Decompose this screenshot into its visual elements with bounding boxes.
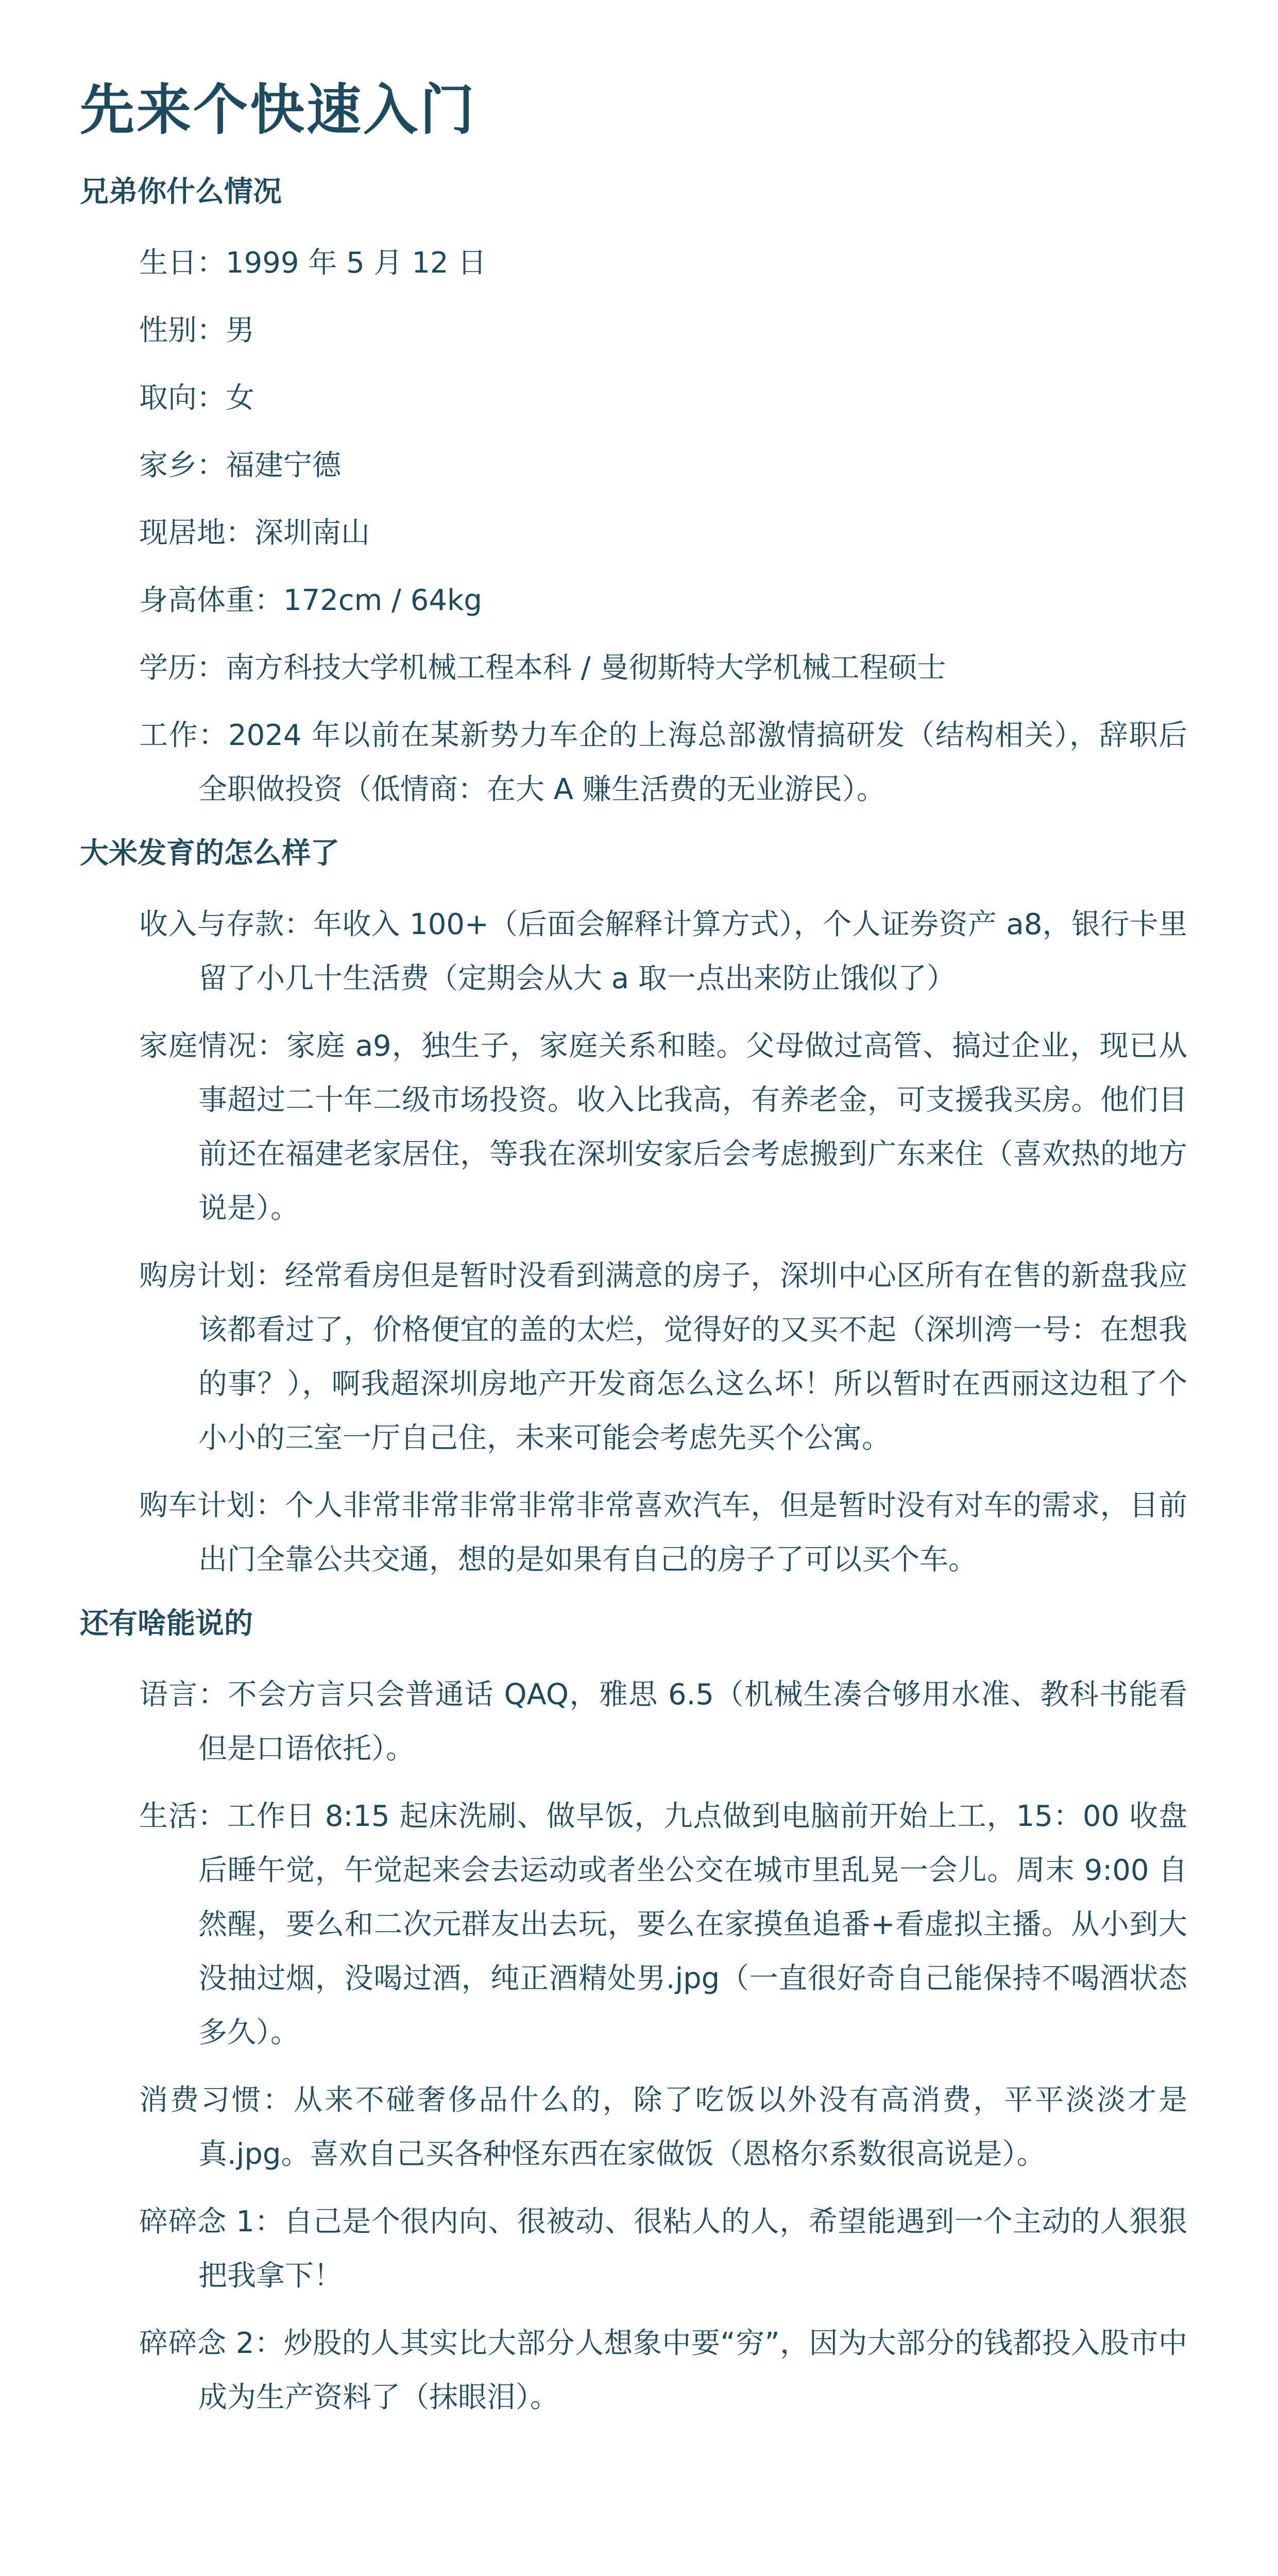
item-label: 性别： <box>139 313 226 347</box>
list-item <box>139 708 1187 817</box>
list-item <box>139 1019 1187 1235</box>
section-heading-basic-info: 兄弟你什么情况 <box>80 175 282 209</box>
list-item <box>139 371 1187 425</box>
list-item <box>139 236 1187 290</box>
item-value: 个人非常非常非常非常非常喜欢汽车，但是暂时没有对车的需求，目前出门全靠公共交通，想的是如果有自己的房子了可以买个车。 <box>198 1488 1188 1577</box>
item-label: 消费习惯： <box>139 2083 294 2117</box>
item-label: 现居地： <box>139 516 254 550</box>
item-label: 碎碎念 1： <box>139 2205 284 2239</box>
item-label: 语言： <box>139 1677 228 1711</box>
list-item <box>139 897 1187 1006</box>
list-item <box>139 303 1187 358</box>
item-value: 家庭 a9，独生子，家庭关系和睦。父母做过高管、搞过企业，现已从事超过二十年二级市场投资。收入比我高，有养老金，可支援我买房。他们目前还在福建老家居住，等我在深圳安家后会考虑搬到广东来住（喜欢热的地方说是）。 <box>198 1029 1188 1225</box>
item-value: 自己是个很内向、很被动、很粘人的人，希望能遇到一个主动的人狠狠把我拿下！ <box>198 2205 1187 2293</box>
item-label: 身高体重： <box>139 583 283 617</box>
page-title: 先来个快速入门 <box>80 78 476 142</box>
list-item <box>139 2195 1187 2303</box>
list-item <box>139 1789 1187 2060</box>
section-heading-misc: 还有啥能说的 <box>80 1606 253 1640</box>
item-label: 碎碎念 2： <box>139 2326 284 2360</box>
item-value: 2024 年以前在某新势力车企的上海总部激情搞研发（结构相关），辞职后全职做投资（低情商：在大 A 赚生活费的无业游民）。 <box>198 718 1188 806</box>
list-item <box>139 641 1187 695</box>
document-page <box>80 77 1187 2438</box>
item-label: 家庭情况： <box>139 1029 287 1063</box>
item-value: 深圳南山 <box>254 516 370 550</box>
list-item <box>139 2316 1187 2425</box>
item-value: 炒股的人其实比大部分人想象中要“穷”，因为大部分的钱都投入股市中成为生产资料了（抹眼泪）。 <box>198 2326 1187 2414</box>
item-label: 生活： <box>139 1799 228 1833</box>
item-value: 男 <box>226 313 254 347</box>
item-label: 生日： <box>139 246 226 280</box>
item-value: 女 <box>226 381 254 415</box>
list-item <box>139 506 1187 560</box>
list-item <box>139 1668 1187 1776</box>
item-value: 经常看房但是暂时没看到满意的房子，深圳中心区所有在售的新盘我应该都看过了，价格便宜的盖的太烂，觉得好的又买不起（深圳湾一号：在想我的事？），啊我超深圳房地产开发商怎么这么坏！所以暂时在西丽这边租了个小小的三室一厅自己住，未来可能会考虑先买个公寓。 <box>198 1259 1188 1455</box>
item-label: 购车计划： <box>139 1488 285 1522</box>
item-label: 取向： <box>139 381 226 415</box>
item-value: 南方科技大学机械工程本科 / 曼彻斯特大学机械工程硕士 <box>226 651 946 685</box>
item-value: 172cm / 64kg <box>283 583 482 617</box>
item-label: 家乡： <box>139 448 226 482</box>
list-item <box>139 1479 1187 1587</box>
list-item <box>139 1249 1187 1465</box>
list-item <box>139 438 1187 493</box>
section-heading-finances: 大米发育的怎么样了 <box>80 836 339 870</box>
item-label: 学历： <box>139 651 226 685</box>
list-item <box>139 573 1187 628</box>
item-value: 工作日 8:15 起床洗刷、做早饭，九点做到电脑前开始上工，15：00 收盘后睡午觉，午觉起来会去运动或者坐公交在城市里乱晃一会儿。周末 9:00 自然醒，要么和二次元群友出去玩，要么在家摸鱼追番+看虚拟主播。从小到大没抽过烟，没喝过酒，纯正酒精处男.jpg（一直很好奇自己能保持不喝酒状态多久）。 <box>198 1799 1188 2049</box>
item-label: 收入与存款： <box>139 907 313 941</box>
item-value: 福建宁德 <box>226 448 341 482</box>
item-value: 年收入 100+（后面会解释计算方式），个人证券资产 a8，银行卡里留了小几十生活费（定期会从大 a 取一点出来防止饿似了） <box>198 907 1188 995</box>
item-value: 不会方言只会普通话 QAQ，雅思 6.5（机械生凑合够用水准、教科书能看但是口语依托）。 <box>198 1677 1188 1766</box>
item-value: 从来不碰奢侈品什么的，除了吃饭以外没有高消费，平平淡淡才是真.jpg。喜欢自己买各种怪东西在家做饭（恩格尔系数很高说是）。 <box>198 2083 1188 2171</box>
list-item <box>139 2073 1187 2181</box>
item-label: 购房计划： <box>139 1259 285 1293</box>
item-value: 1999 年 5 月 12 日 <box>226 246 487 280</box>
item-label: 工作： <box>139 718 228 752</box>
